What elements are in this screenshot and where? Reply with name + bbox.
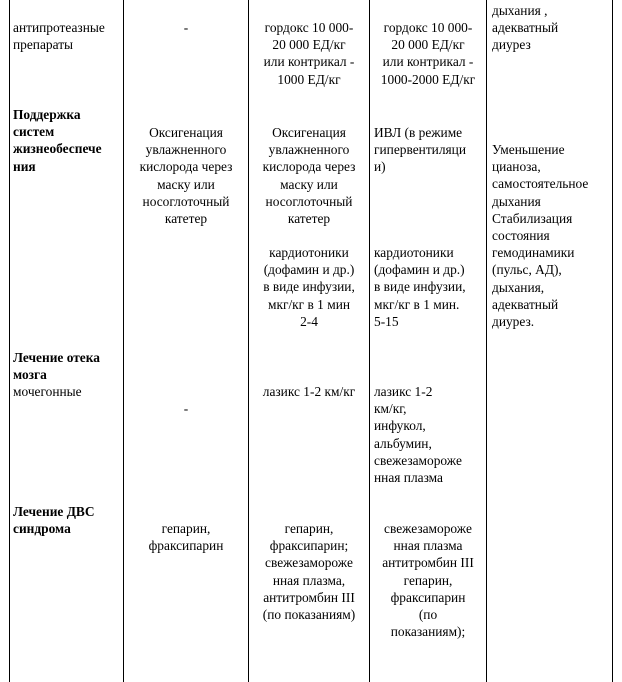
row-life-support-col3-cardio: кардиотоники (дофамин и др.) в виде инфузии, мкг/кг в 1 мин. 5-15 — [374, 245, 466, 329]
table-border-left — [9, 0, 10, 682]
row-antiprotease-col2: гордокс 10 000- 20 000 ЕД/кг или контрикал - 1000 ЕД/кг — [263, 20, 355, 87]
row-brain-edema-col2: лазикс 1-2 км/кг — [262, 384, 356, 399]
column-divider-4 — [486, 0, 487, 682]
row-antiprotease-col3: гордокс 10 000- 20 000 ЕД/кг или контрикал - 1000-2000 ЕД/кг — [380, 20, 476, 87]
row-dic-col2: гепарин, фраксипарин; свежезаморожe нная плазма, антитромбин III (по показаниям) — [262, 521, 356, 623]
row-dic-col3: свежезаморожe нная плазма антитромбин III гепарин, фраксипарин (по показаниям); — [382, 521, 474, 640]
table-border-right — [612, 0, 613, 682]
row-antiprotease-label: антипротеазные препараты — [13, 20, 105, 53]
row-life-support-col2-cardio: кардиотоники (дофамин и др.) в виде инфузии, мкг/кг в 1 мин 2-4 — [263, 245, 355, 329]
row-life-support-label: Поддержка систем жизнеобеспече ния — [13, 107, 102, 174]
row-antiprotease-col1: - — [183, 20, 189, 35]
row-dic-col1: гепарин, фраксипарин — [148, 521, 224, 554]
row-life-support-col4: Уменьшение цианоза, самостоятельное дыхания Стабилизация состояния гемодинамики (пульс, АД), дыхания, адекватный диурез. — [492, 142, 589, 330]
row-antiprotease-col4: дыхания , адекватный диурез — [492, 3, 559, 53]
row-brain-edema-col3: лазикс 1-2 км/кг, инфукол, альбумин, свежезаморожe нная плазма — [374, 384, 462, 486]
row-life-support-col3-ventilation: ИВЛ (в режиме гипервентиляци и) — [374, 125, 467, 175]
row-brain-edema-col1: - — [183, 401, 189, 416]
row-brain-edema-label: Лечение отека мозга мочегонные — [13, 350, 100, 400]
row-dic-label: Лечение ДВС синдрома — [13, 504, 95, 537]
row-life-support-col1: Оксигенация увлажненного кислорода через маску или носоглоточный катетер — [139, 125, 233, 227]
column-divider-1 — [123, 0, 124, 682]
row-life-support-col2-oxygen: Оксигенация увлажненного кислорода через маску или носоглоточный катетер — [262, 125, 356, 227]
